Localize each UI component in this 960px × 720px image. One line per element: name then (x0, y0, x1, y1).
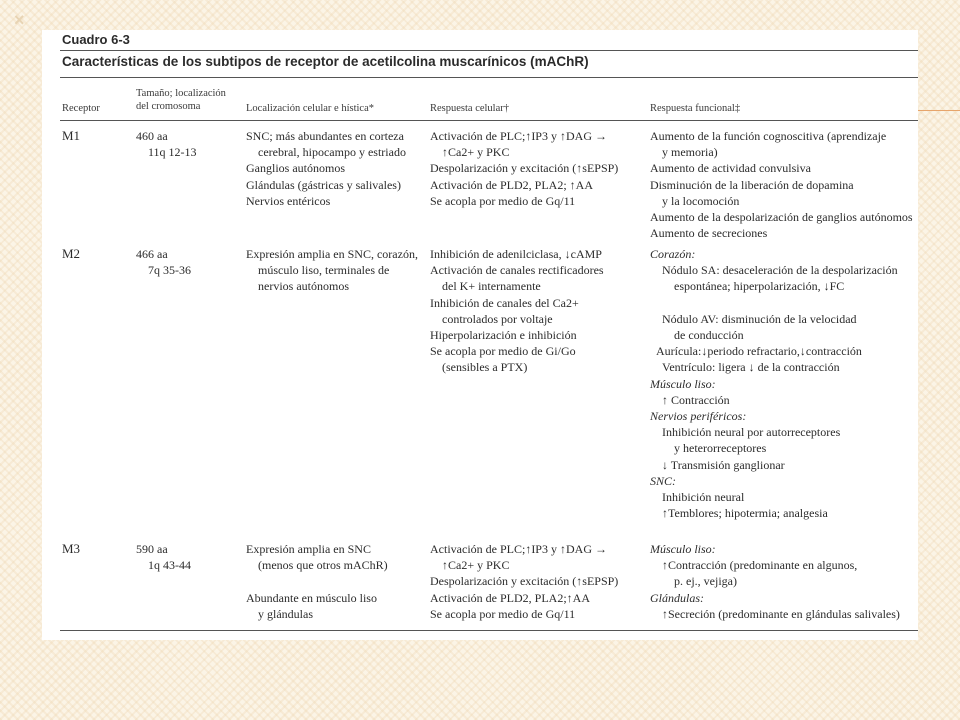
receptor-m3: M3 (62, 541, 81, 556)
text-line: (sensibles a PTX) (442, 360, 528, 375)
text-line: Músculo liso: (650, 376, 716, 391)
text-line: Se acopla por medio de Gq/11 (430, 193, 576, 208)
bottom-rule (60, 630, 918, 631)
header-size-line2: del cromosoma (136, 101, 201, 112)
size-aa: 466 aa (136, 247, 168, 261)
text-line: de conducción (674, 328, 744, 342)
text-line: Activación de canales rectificadores (430, 263, 604, 278)
text-line: Hiperpolarización e inhibición (430, 328, 577, 343)
text-line: Aumento de actividad convulsiva (650, 161, 811, 176)
text-line: ↑ Contracción (662, 392, 730, 407)
text-line: Expresión amplia en SNC, corazón, (246, 247, 418, 261)
text-line: Aumento de la despolarización de ganglios autónomos (650, 210, 913, 225)
text-line: Ventrículo: ligera ↓ de la contracción (662, 360, 840, 375)
text-line: Aurícula:↓periodo refractario,↓contracción (656, 344, 862, 359)
text-line: y glándulas (258, 606, 313, 621)
text-line: Disminución de la liberación de dopamina (650, 177, 854, 192)
size-chromosome: 11q 12-13 (148, 145, 197, 160)
text-line: Activación de PLC;↑IP3 y ↑DAG → (430, 542, 607, 556)
corner-mark: × (14, 10, 25, 30)
text-line: ↓ Transmisión ganglionar (662, 457, 785, 472)
header-rule (60, 120, 918, 121)
text-line: Abundante en músculo liso (246, 590, 377, 605)
text-line: Nódulo AV: disminución de la velocidad (662, 311, 857, 326)
text-line: Ganglios autónomos (246, 161, 345, 176)
text-line: cerebral, hipocampo y estriado (258, 145, 406, 160)
text-line: Inhibición de canales del Ca2+ (430, 295, 579, 310)
text-line: músculo liso, terminales de (258, 263, 390, 278)
cellular-m3 (430, 541, 618, 622)
text-line: Se acopla por medio de Gi/Go (430, 344, 576, 359)
text-line: ↑Contracción (predominante en algunos, (662, 558, 858, 573)
text-line: Aumento de la función cognoscitiva (aprendizaje (650, 129, 887, 143)
header-localization: Localización celular e hística* (246, 103, 374, 114)
text-line: Nervios periféricos: (650, 409, 747, 424)
size-aa: 460 aa (136, 129, 168, 143)
text-line: Glándulas (gástricas y salivales) (246, 177, 401, 192)
text-line: Activación de PLD2, PLA2;↑AA (430, 590, 590, 605)
table-subtitle: Características de los subtipos de receptor de acetilcolina muscarínicos (mAChR) (62, 54, 589, 69)
text-line: del K+ internamente (442, 279, 541, 294)
scanned-table (42, 30, 918, 640)
text-line (246, 573, 388, 589)
text-line: Activación de PLC;↑IP3 y ↑DAG → (430, 129, 607, 143)
text-line: ↑Ca2+ y PKC (442, 145, 510, 160)
text-line: p. ej., vejiga) (674, 574, 737, 589)
text-line: Inhibición de adenilciclasa, ↓cAMP (430, 247, 602, 261)
localization-m1 (246, 128, 406, 209)
header-receptor: Receptor (62, 103, 100, 114)
receptor-m1: M1 (62, 128, 81, 143)
localization-m3 (246, 541, 388, 622)
table-title: Cuadro 6-3 (62, 32, 130, 47)
text-line: ↑Ca2+ y PKC (442, 558, 510, 573)
header-functional: Respuesta funcional‡ (650, 103, 741, 114)
text-line: Se acopla por medio de Gq/11 (430, 606, 576, 621)
receptor-m2: M2 (62, 246, 81, 261)
text-line: Músculo liso: (650, 542, 716, 556)
header-size-line1: Tamaño; localización (136, 88, 226, 99)
text-line: ↑Secreción (predominante en glándulas salivales) (662, 606, 900, 621)
text-line: Expresión amplia en SNC (246, 542, 371, 556)
text-line: ↑Temblores; hipotermia; analgesia (662, 506, 828, 521)
decorative-line (918, 110, 960, 111)
subtitle-rule (60, 77, 918, 78)
size-m2 (136, 246, 191, 278)
text-line: y heterorreceptores (674, 441, 767, 456)
text-line: Despolarización y excitación (↑sEPSP) (430, 161, 619, 176)
text-line: SNC: (650, 473, 677, 488)
text-line: Inhibición neural (662, 490, 745, 505)
text-line: y la locomoción (662, 193, 740, 208)
text-line: nervios autónomos (258, 279, 349, 294)
text-line (650, 295, 898, 311)
title-rule (60, 50, 918, 51)
text-line: (menos que otros mAChR) (258, 558, 388, 573)
text-line: y memoria) (662, 145, 718, 160)
functional-m3 (650, 541, 900, 622)
text-line: Nervios entéricos (246, 193, 331, 208)
header-size (136, 87, 226, 113)
header-cellular: Respuesta celular† (430, 103, 510, 114)
cellular-m2 (430, 246, 604, 376)
text-line: SNC; más abundantes en corteza (246, 129, 404, 143)
text-line: controlados por voltaje (442, 311, 553, 326)
text-line: Glándulas: (650, 590, 704, 605)
localization-m2 (246, 246, 418, 295)
text-line: Aumento de secreciones (650, 226, 768, 241)
text-line: Nódulo SA: desaceleración de la despolarización (662, 263, 898, 278)
text-line: espontánea; hiperpolarización, ↓FC (674, 279, 845, 294)
size-m1 (136, 128, 197, 160)
size-m3 (136, 541, 191, 573)
text-line: Activación de PLD2, PLA2; ↑AA (430, 177, 593, 192)
size-chromosome: 7q 35-36 (148, 263, 191, 278)
text-line: Despolarización y excitación (↑sEPSP) (430, 574, 619, 589)
size-aa: 590 aa (136, 542, 168, 556)
functional-m2 (650, 246, 898, 521)
text-line: Corazón: (650, 247, 696, 261)
size-chromosome: 1q 43-44 (148, 558, 191, 573)
text-line: Inhibición neural por autorreceptores (662, 425, 841, 440)
functional-m1 (650, 128, 913, 241)
cellular-m1 (430, 128, 618, 209)
